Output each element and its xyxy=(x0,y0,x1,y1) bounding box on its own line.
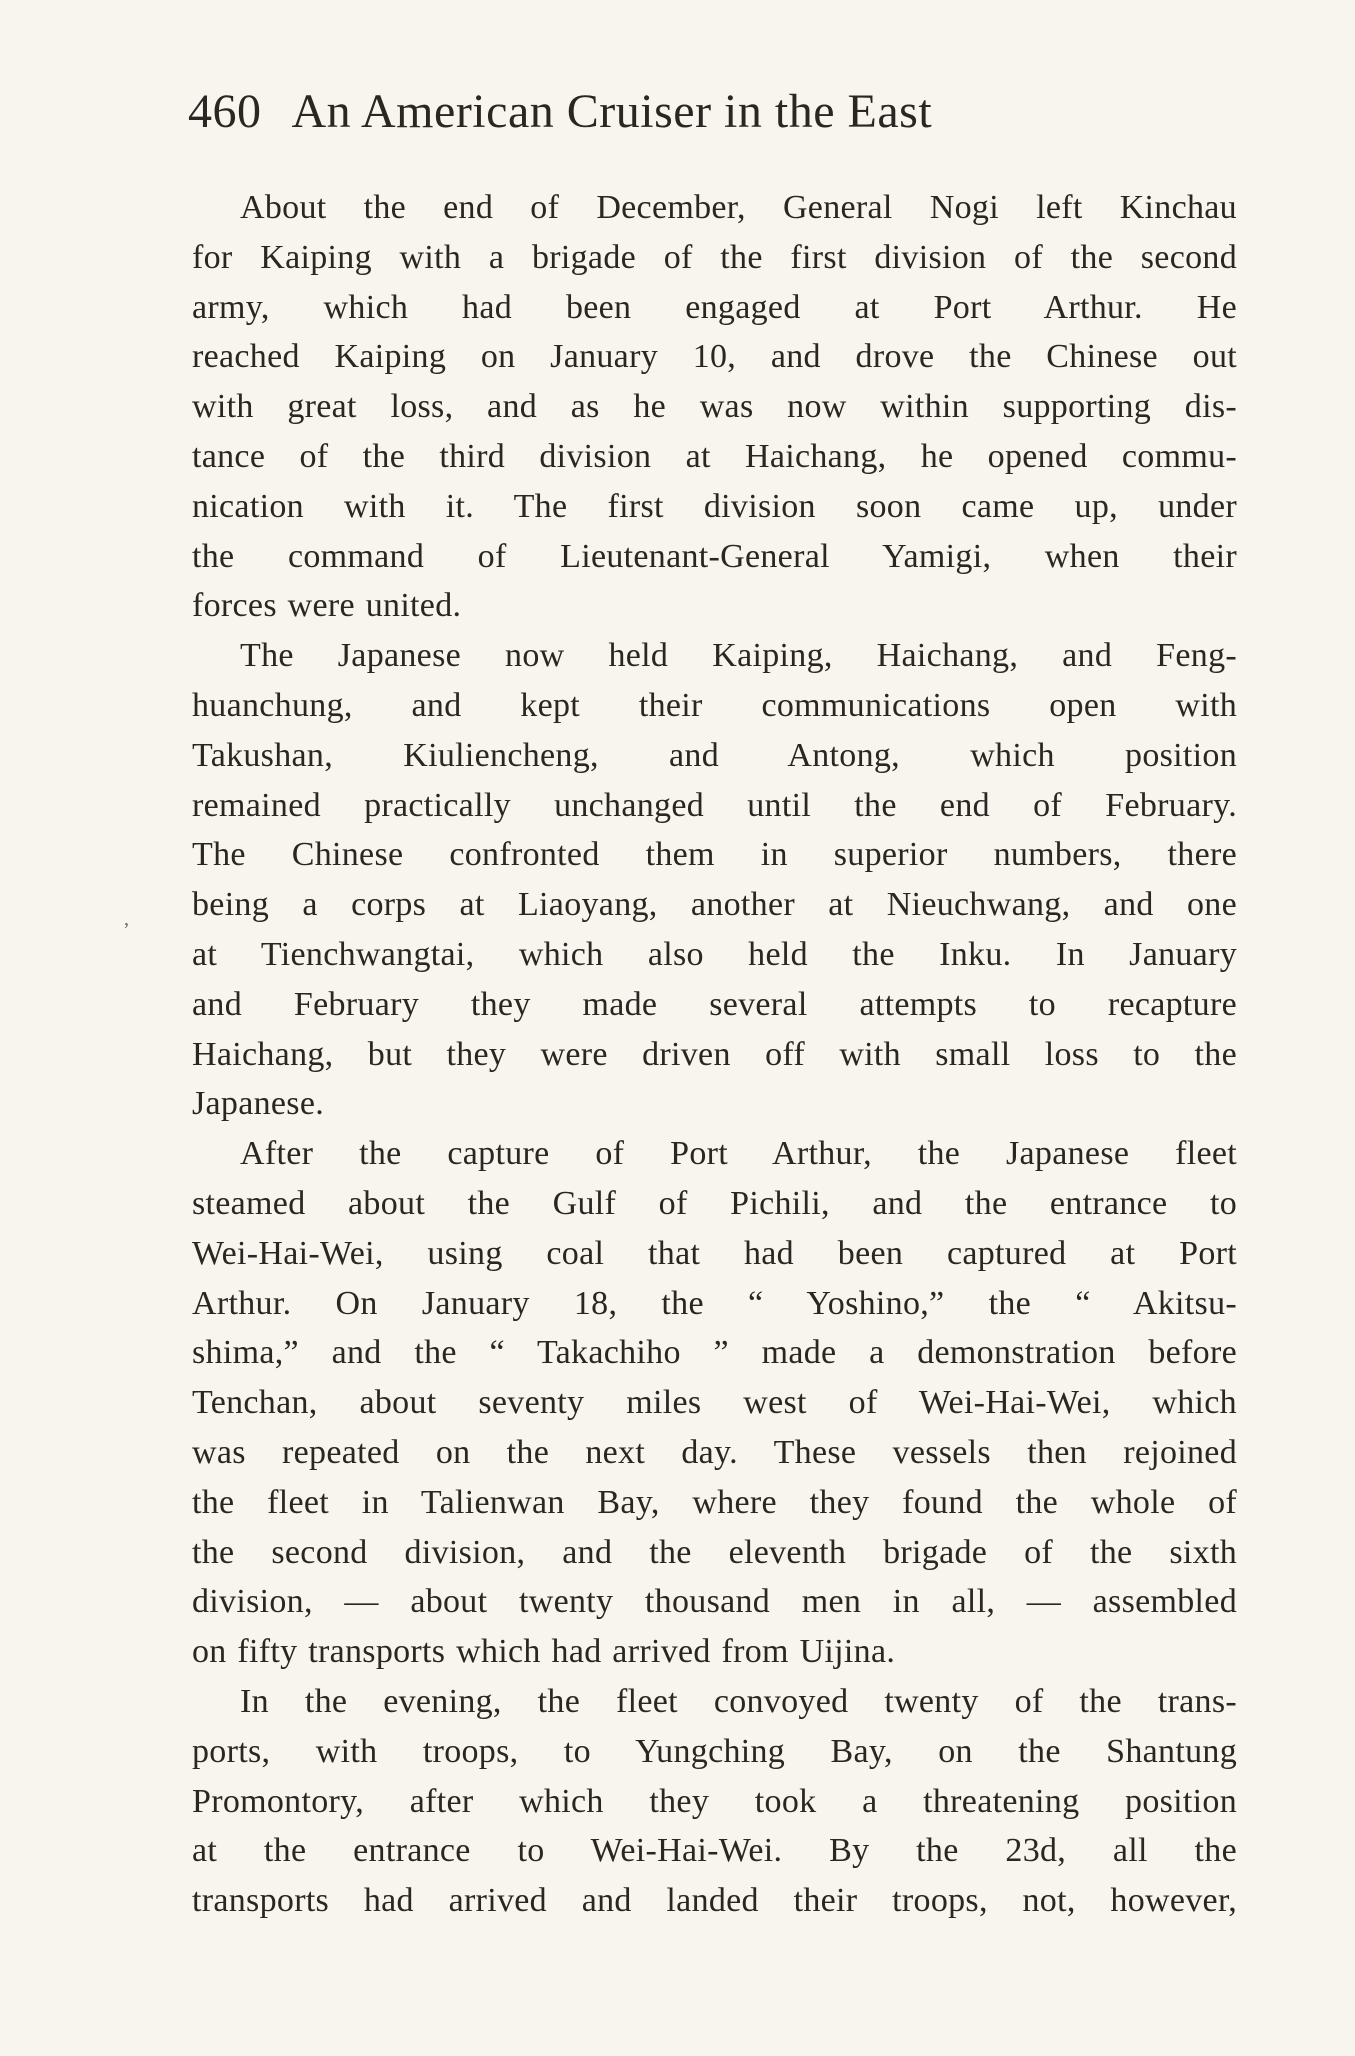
text-line: In the evening, the fleet convoyed twenty of the trans- xyxy=(240,1682,1237,1720)
text-line: steamed about the Gulf of Pichili, and the entrance to xyxy=(192,1184,1237,1222)
text-line: reached Kaiping on January 10, and drove the Chinese out xyxy=(192,338,1237,376)
text-line: Tenchan, about seventy miles west of Wei-Hai-Wei, which xyxy=(192,1384,1237,1422)
text-line: Takushan, Kiuliencheng, and Antong, which position xyxy=(192,736,1237,774)
paragraph xyxy=(192,631,1237,1129)
text-line: The Japanese now held Kaiping, Haichang, and Feng- xyxy=(240,637,1237,675)
text-line: was repeated on the next day. These vessels then rejoined xyxy=(192,1433,1237,1471)
text-line: army, which had been engaged at Port Arthur. He xyxy=(192,288,1237,326)
text-line: transports had arrived and landed their troops, not, however, xyxy=(192,1882,1237,1920)
text-line: shima,” and the “ Takachiho ” made a demonstration before xyxy=(192,1334,1237,1372)
running-title: An American Cruiser in the East xyxy=(291,85,933,138)
text-line: being a corps at Liaoyang, another at Nieuchwang, and one xyxy=(192,886,1237,924)
text-line: at Tienchwangtai, which also held the Inku. In January xyxy=(192,935,1237,973)
text-line: huanchung, and kept their communications open with xyxy=(192,686,1237,724)
text-line: Promontory, after which they took a threatening position xyxy=(192,1782,1237,1820)
text-line: on fifty transports which had arrived from Uijina. xyxy=(192,1633,896,1671)
text-line: and February they made several attempts to recapture xyxy=(192,985,1237,1023)
text-line: the second division, and the eleventh brigade of the sixth xyxy=(192,1533,1237,1571)
text-line: division, — about twenty thousand men in all, — assembled xyxy=(192,1583,1237,1621)
body-text xyxy=(192,183,1237,1926)
text-line: forces were united. xyxy=(192,587,462,625)
text-line: After the capture of Port Arthur, the Japanese fleet xyxy=(240,1135,1237,1173)
text-line: Arthur. On January 18, the “ Yoshino,” the “ Akitsu- xyxy=(192,1284,1237,1322)
text-line: About the end of December, General Nogi left Kinchau xyxy=(240,189,1237,226)
text-line: Haichang, but they were driven off with small loss to the xyxy=(192,1035,1237,1073)
paragraph xyxy=(192,1129,1237,1677)
text-line: for Kaiping with a brigade of the first division of the second xyxy=(192,238,1237,276)
text-line: tance of the third division at Haichang, he opened commu- xyxy=(192,437,1237,475)
text-line: the fleet in Talienwan Bay, where they found the whole of xyxy=(192,1483,1237,1521)
paragraph xyxy=(192,183,1237,631)
text-line: Wei-Hai-Wei, using coal that had been captured at Port xyxy=(192,1234,1237,1272)
text-line: remained practically unchanged until the end of February. xyxy=(192,786,1237,824)
running-head xyxy=(188,82,1168,142)
text-line: ports, with troops, to Yungching Bay, on the Shantung xyxy=(192,1732,1237,1770)
text-line: nication with it. The first division soon came up, under xyxy=(192,487,1237,525)
text-line: The Chinese confronted them in superior numbers, there xyxy=(192,836,1237,874)
paragraph xyxy=(192,1677,1237,1926)
text-line: the command of Lieutenant-General Yamigi, when their xyxy=(192,537,1237,575)
text-line: Japanese. xyxy=(192,1085,325,1123)
text-line: with great loss, and as he was now within supporting dis- xyxy=(192,388,1237,426)
stray-mark: , xyxy=(124,908,129,930)
page-number: 460 xyxy=(188,85,262,138)
text-line: at the entrance to Wei-Hai-Wei. By the 23d, all the xyxy=(192,1832,1237,1870)
